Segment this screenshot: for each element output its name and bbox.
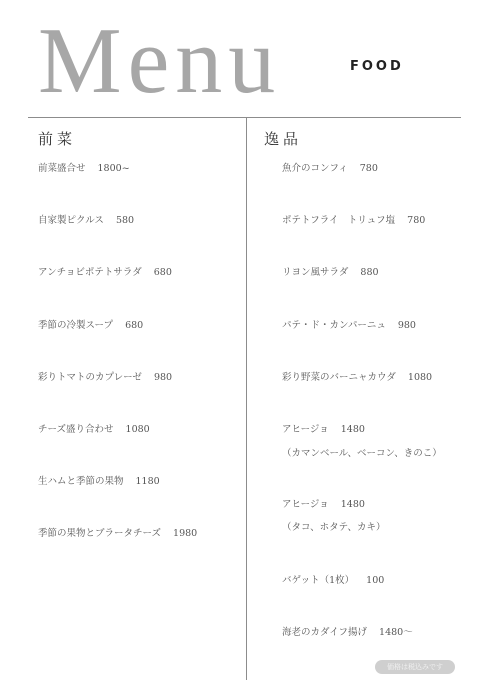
item-name: 海老のカダイフ揚げ xyxy=(282,627,368,638)
item-name: 季節の冷製スープ xyxy=(38,320,114,331)
tax-note-badge: 価格は税込みです xyxy=(375,660,455,674)
item-name: 季節の果物とブラータチーズ xyxy=(38,528,162,539)
horizontal-divider xyxy=(28,117,461,118)
item-name: 生ハムと季節の果物 xyxy=(38,476,124,487)
menu-item xyxy=(282,572,384,586)
menu-item xyxy=(38,264,172,278)
item-name: バゲット（1枚） xyxy=(282,575,355,586)
item-price: 780 xyxy=(407,215,426,226)
left-column-heading: 前菜 xyxy=(38,130,77,148)
menu-item xyxy=(282,496,365,510)
item-price: 1480〜 xyxy=(379,627,413,638)
menu-item xyxy=(282,369,432,383)
menu-subtitle: FOOD xyxy=(350,59,404,74)
right-column-heading: 逸品 xyxy=(264,130,303,148)
menu-item xyxy=(282,317,416,331)
menu-item xyxy=(282,212,425,226)
item-name: 自家製ピクルス xyxy=(38,215,104,226)
item-name: 彩りトマトのカプレーゼ xyxy=(38,372,142,383)
item-name: 魚介のコンフィ xyxy=(282,163,348,174)
menu-item xyxy=(282,160,378,174)
item-name: アヒージョ xyxy=(282,424,329,435)
menu-item xyxy=(38,160,130,174)
item-price: 1480 xyxy=(340,424,365,435)
item-name: アンチョビポテトサラダ xyxy=(38,267,142,278)
menu-title: Menu xyxy=(38,9,282,113)
item-price: 1180 xyxy=(135,476,160,487)
item-price: 680 xyxy=(125,320,144,331)
item-name: リヨン風サラダ xyxy=(282,267,349,278)
item-price: 100 xyxy=(366,575,385,586)
menu-item xyxy=(38,473,160,487)
item-name: チーズ盛り合わせ xyxy=(38,424,114,435)
item-price: 1080 xyxy=(407,372,433,383)
item-name: アヒージョ xyxy=(282,499,329,510)
item-price: 580 xyxy=(115,215,135,226)
item-price: 980 xyxy=(153,372,173,383)
item-description: （タコ、ホタテ、カキ） xyxy=(282,522,386,533)
menu-item xyxy=(282,264,379,278)
menu-item xyxy=(38,525,197,539)
item-description: （カマンベール、ベーコン、きのこ） xyxy=(282,448,442,459)
vertical-divider xyxy=(246,117,247,680)
item-name: 前菜盛合せ xyxy=(38,163,86,174)
menu-item xyxy=(282,624,413,638)
menu-item xyxy=(38,212,134,226)
item-price: 780 xyxy=(359,163,378,174)
item-price: 880 xyxy=(360,267,379,278)
item-name: パテ・ド・カンパーニュ xyxy=(282,320,386,331)
menu-item xyxy=(38,369,172,383)
item-price: 1480 xyxy=(340,499,365,510)
item-price: 980 xyxy=(397,320,416,331)
item-price: 1980 xyxy=(173,528,198,539)
menu-item xyxy=(282,421,365,435)
menu-item xyxy=(38,317,143,331)
item-name: 彩り野菜のバーニャカウダ xyxy=(282,372,396,383)
item-price: 680 xyxy=(153,267,172,278)
item-price: 1080 xyxy=(125,424,150,435)
item-price: 1800~ xyxy=(97,163,130,174)
item-name: ポテトフライ トリュフ塩 xyxy=(282,215,396,226)
menu-item xyxy=(38,421,150,435)
